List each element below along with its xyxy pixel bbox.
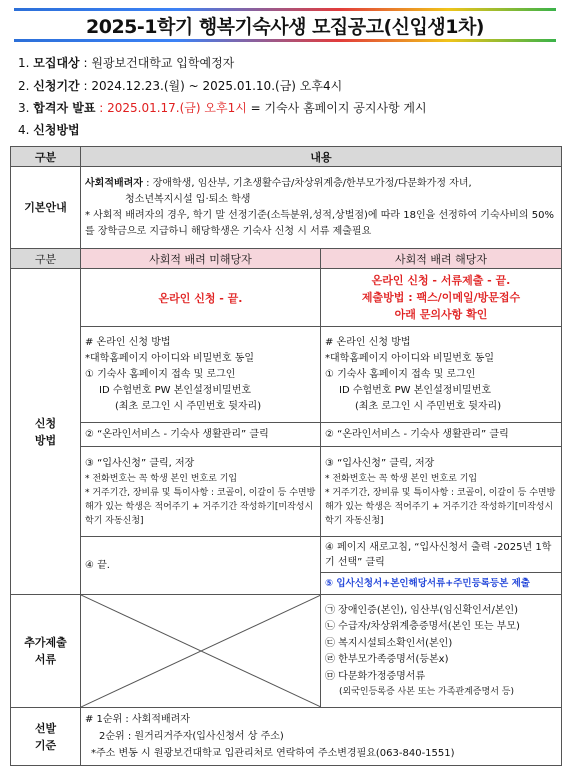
non-step2: ② “온라인서비스 - 기숙사 생활관리” 클릭	[81, 423, 321, 447]
notice-table	[10, 146, 562, 766]
selection-content: # 1순위 : 사회적배려자 2순위 : 원거리거주자(입사신청서 상 주소) *주소 변동 시 원광보건대학교 입관리처로 연락하여 주소변경필요(063-840-1551)	[81, 708, 562, 766]
docs-list: ㉠ 장애인증(본인), 임산부(임신확인서/본인) ㉡ 수급자/차상위계층증명서(본인 또는 부모) ㉢ 복지시설퇴소확인서(본인) ㉣ 한부모가족증명서(등본x) ㉤ 다문화가정증명서류 (외국인등록증 사본 또는 가족관계증명서 등)	[321, 595, 562, 708]
non-eligible-summary: 온라인 신청 - 끝.	[81, 269, 321, 327]
cross-out-icon	[81, 595, 321, 707]
eligible-summary: 온라인 신청 - 서류제출 - 끝. 제출방법 : 팩스/이메일/방문접수 아래 문의사항 확인	[321, 269, 562, 327]
method-label: 신청 방법	[11, 269, 81, 595]
info-target: 1. 모집대상 : 원광보건대학교 입학예정자	[18, 56, 235, 70]
info-announcement: 3. 합격자 발표 : 2025.01.17.(금) 오후1시 = 기숙사 홈페이지 공지사항 게시	[18, 101, 427, 115]
info-period: 2. 신청기간 : 2024.12.23.(월) ~ 2025.01.10.(금) 오후4시	[18, 79, 343, 93]
subheader-category: 구분	[11, 249, 81, 269]
subheader-non-eligible: 사회적 배려 미해당자	[81, 249, 321, 269]
non-step4: ④ 끝.	[81, 537, 321, 595]
non-step1: # 온라인 신청 방법 *대학홈페이지 아이디와 비밀번호 동일 ① 기숙사 홈페이지 접속 및 로그인 ID 수험번호 PW 본인설정비밀번호 (최초 로그인 시 주민번호 뒷자리)	[81, 327, 321, 423]
yes-step5: ⑤ 입사신청서+본인해당서류+주민등록등본 제출	[321, 573, 562, 595]
title-banner	[14, 8, 556, 42]
header-content: 내용	[81, 147, 562, 167]
yes-step1: # 온라인 신청 방법 *대학홈페이지 아이디와 비밀번호 동일 ① 기숙사 홈페이지 접속 및 로그인 ID 수험번호 PW 본인설정비밀번호 (최초 로그인 시 주민번호 뒷자리)	[321, 327, 562, 423]
yes-step4: ④ 페이지 새로고침, “입사신청서 출력 -2025년 1학기 선택” 클릭	[321, 537, 562, 573]
non-step3: ③ “입사신청” 클릭, 저장 * 전화번호는 꼭 학생 본인 번호로 기입 * 거주기간, 장비류 및 특이사항 : 코골이, 이갈이 등 수면방해가 있는 학생은 적어주기 + 거주기간 작성하기[미작성시 학기 자동신청]	[81, 447, 321, 537]
docs-empty-cell	[81, 595, 321, 708]
header-category: 구분	[11, 147, 81, 167]
subheader-eligible: 사회적 배려 해당자	[321, 249, 562, 269]
docs-label: 추가제출 서류	[11, 595, 81, 708]
selection-label: 선발 기준	[11, 708, 81, 766]
page-title: 2025-1학기 행복기숙사생 모집공고(신입생1차)	[86, 15, 484, 38]
basic-info-label: 기본안내	[11, 167, 81, 249]
info-method: 4. 신청방법	[18, 123, 80, 137]
yes-step3: ③ “입사신청” 클릭, 저장 * 전화번호는 꼭 학생 본인 번호로 기입 * 거주기간, 장비류 및 특이사항 : 코골이, 이갈이 등 수면방해가 있는 학생은 적어주기 + 거주기간 작성하기[미작성시 학기 자동신청]	[321, 447, 562, 537]
yes-step2: ② “온라인서비스 - 기숙사 생활관리” 클릭	[321, 423, 562, 447]
basic-info-content: 사회적배려자 : 장애학생, 임산부, 기초생활수급/차상위계층/한부모가정/다문화가정 자녀, 청소년복지시설 입·퇴소 학생 * 사회적 배려자의 경우, 학기 말 선정기준(소득분위,성적,상벌점)에 따라 18인을 선정하여 기숙사비의 50%를 장학금으로 지급하니 해당학생은 기숙사 신청 시 서류 제출필요	[81, 167, 562, 249]
